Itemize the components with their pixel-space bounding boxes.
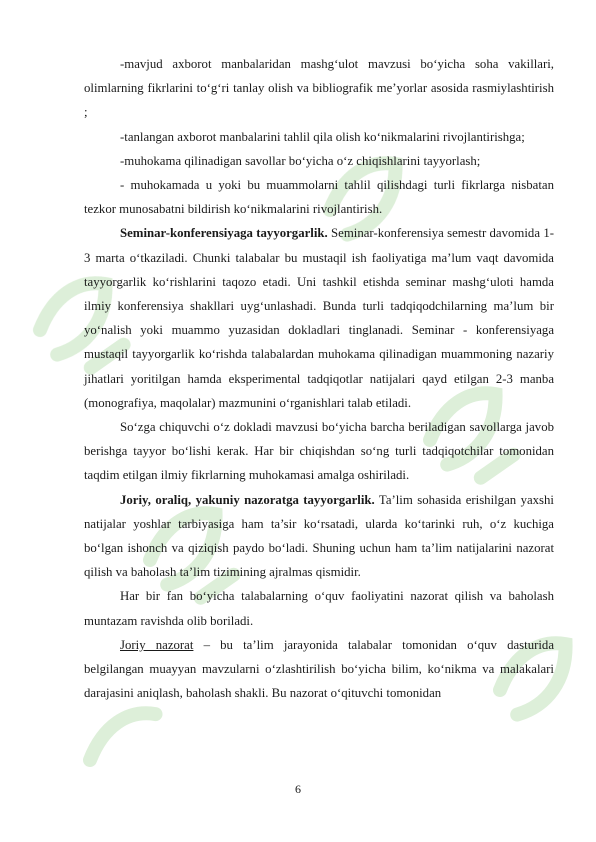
document-body	[84, 52, 554, 705]
paragraph-8: Har bir fan bo‘yicha talabalarning o‘quv faoliyatini nazorat qilish va baholash muntazam ravishda olib boriladi.	[84, 589, 554, 628]
paragraph-9-text: – bu ta’lim jarayonida talabalar tomonidan o‘quv dasturida belgilangan muayyan mavzularni o‘zlashtirilish bo‘yicha bilim, ko‘nikma va malakalari darajasini aniqlash, baholash shakli. Bu nazorat o‘qituvchi tomonidan	[84, 637, 555, 701]
page-number: 6	[295, 782, 301, 796]
paragraph-6: So‘zga chiquvchi o‘z dokladi mavzusi bo‘yicha barcha beriladigan savollarga javob berishga tayyor bo‘lishi kerak. Har bir chiqishdan so‘ng turli tadqiqotchilar tomonidan taqdim etilgan ilmiy fikrlarning muhokamasi amalga oshiriladi.	[84, 420, 554, 483]
term-current-control: Joriy nazorat	[120, 637, 194, 652]
paragraph-5	[84, 221, 554, 415]
paragraph-5-text: Seminar-konferensiya semestr davomida 1-3 marta o‘tkaziladi. Chunki talabalar bu mustaqil ish faoliyatiga ma’lum vaqt davomida tayyorgarlik ko‘rishlarini taqozo etadi. Uni tashkil etishda seminar mashg‘uloti hamda ilmiy konferensiya shakllari uyg‘unlashadi. Bunda turli tadqiqodchilarning ma’lum bir yo‘nalish yoki muammo yuzasidan dokladlari tinglanadi. Seminar - konferensiyaga mustaqil tayyorgarlik ko‘rishda talabalardan muhokama qilinadigan muammoning nazariy jihatlari yoritilgan hamda eksperimental tadqiqotlar natijalari qayd etilgan 2-3 manba (monografiya, maqolalar) mazmunini o‘rganishlari talab etiladi.	[84, 226, 554, 410]
heading-seminar-conference: Seminar-konferensiyaga tayyorgarlik.	[120, 226, 328, 241]
paragraph-3: -muhokama qilinadigan savollar bo‘yicha o‘z chiqishlarini tayyorlash;	[120, 153, 481, 168]
paragraph-9	[84, 633, 554, 706]
paragraph-2: -tanlangan axborot manbalarini tahlil qila olish ko‘nikmalarini rivojlantirishga;	[120, 129, 525, 144]
paragraph-7-text: Ta’lim sohasida erishilgan yaxshi natijalar yoshlar tarbiyasiga ham ta’sir ko‘rsatadi, ularda ko‘tarinki ruh, o‘z kuchiga bo‘lgan ishonch va qiziqish paydo bo‘ladi. Shuning uchun ham ta’lim natijalarini nazorat qilish va baholash ta’lim tizimining ajralmas qismidir.	[84, 492, 554, 580]
paragraph-4: - muhokamada u yoki bu muammolarni tahlil qilishdagi turli fikrlarga nisbatan tezkor munosabatni bildirish ko‘nikmalarini rivojlantirish.	[84, 178, 554, 217]
heading-control-preparation: Joriy, oraliq, yakuniy nazoratga tayyorgarlik.	[120, 492, 375, 507]
paragraph-7	[84, 488, 554, 585]
paragraph-1: -mavjud axborot manbalaridan mashg‘ulot mavzusi bo‘yicha soha vakillari, olimlarning fikrlarini to‘g‘ri tanlay olish va bibliografik me’yorlar asosida rasmiylashtirish ;	[84, 57, 554, 120]
